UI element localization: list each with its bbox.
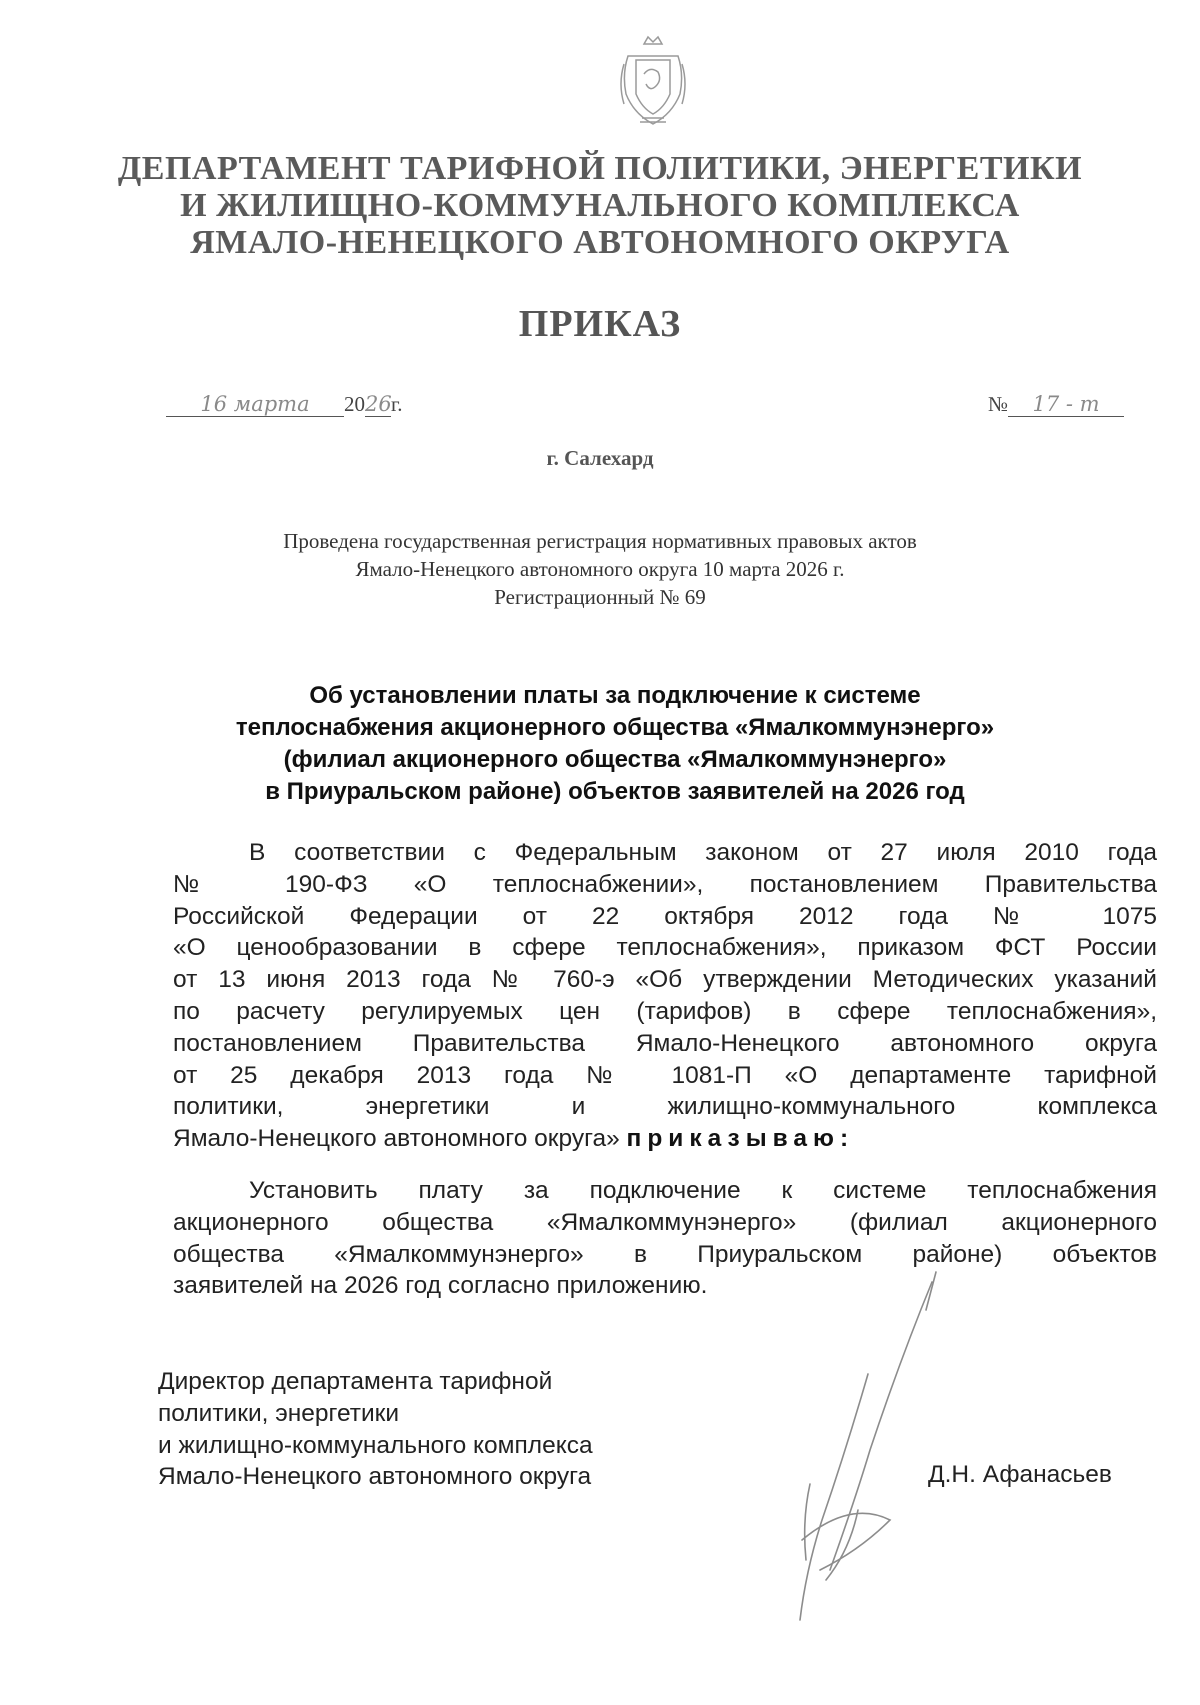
preamble-line: по расчету регулируемых цен (тарифов) в сфере теплоснабжения», — [173, 997, 1157, 1025]
department-line: И ЖИЛИЩНО-КОММУНАЛЬНОГО КОМПЛЕКСА — [180, 187, 1020, 224]
subject-line: в Приуральском районе) объектов заявителей на 2026 год — [265, 778, 965, 805]
date-year-prefix: 20 — [344, 392, 365, 416]
registration-line: Ямало-Ненецкого автономного округа 10 марта 2026 г. — [355, 557, 845, 581]
department-header — [100, 150, 1100, 261]
order-line: заявителей на 2026 год согласно приложению. — [173, 1272, 708, 1300]
subject-line: (филиал акционерного общества «Ямалкоммунэнерго» — [283, 746, 947, 773]
preamble-paragraph — [173, 837, 1157, 1155]
department-line: ДЕПАРТАМЕНТ ТАРИФНОЙ ПОЛИТИКИ, ЭНЕРГЕТИКИ — [117, 150, 1083, 187]
preamble-line: № 190-ФЗ «О теплоснабжении», постановлением Правительства — [173, 870, 1157, 898]
document-date — [166, 392, 403, 417]
document-title: ПРИКАЗ — [518, 303, 682, 345]
order-paragraph — [173, 1175, 1157, 1302]
preamble-line: Российской Федерации от 22 октября 2012 года № 1075 — [173, 902, 1157, 930]
subject-line: Об установлении платы за подключение к системе — [309, 682, 921, 709]
registration-note — [150, 527, 1050, 611]
signer-position-line: политики, энергетики — [158, 1399, 400, 1427]
subject-line: теплоснабжения акционерного общества «Ямалкоммунэнерго» — [235, 714, 995, 741]
signer-position-line: и жилищно-коммунального комплекса — [158, 1431, 593, 1459]
number-value: 17 - т — [1008, 392, 1124, 417]
signer-position-line: Директор департамента тарифной — [158, 1368, 553, 1395]
signer-position — [158, 1366, 593, 1493]
preamble-line: от 13 июня 2013 года № 760-э «Об утверждении Методических указаний — [173, 966, 1157, 994]
document-number — [988, 392, 1124, 417]
preamble-line: В соответствии с Федеральным законом от 27 июля 2010 года — [249, 839, 1157, 866]
date-year-suffix: 26 — [365, 392, 392, 416]
preamble-line: политики, энергетики и жилищно-коммунального комплекса — [173, 1093, 1157, 1121]
document-subject — [150, 680, 1080, 808]
registration-line: Регистрационный № 69 — [494, 585, 706, 609]
order-keyword: приказываю: — [626, 1125, 855, 1153]
preamble-line: «О ценообразовании в сфере теплоснабжения», приказом ФСТ России — [173, 934, 1157, 962]
handwritten-signature — [760, 1270, 950, 1640]
preamble-last-line — [173, 1123, 1157, 1155]
city: г. Салехард — [546, 446, 654, 470]
date-suffix: г. — [391, 392, 403, 416]
registration-line: Проведена государственная регистрация нормативных правовых актов — [283, 529, 917, 553]
date-day-month: 16 марта — [166, 392, 344, 417]
yanao-coat-of-arms-icon — [614, 34, 692, 130]
signer-name: Д.Н. Афанасьев — [928, 1461, 1112, 1488]
signer-position-line: Ямало-Ненецкого автономного округа — [158, 1463, 592, 1491]
department-line: ЯМАЛО-НЕНЕЦКОГО АВТОНОМНОГО ОКРУГА — [190, 224, 1010, 261]
preamble-line: от 25 декабря 2013 года № 1081-П «О департаменте тарифной — [173, 1061, 1157, 1089]
order-line: Установить плату за подключение к системе теплоснабжения — [249, 1177, 1157, 1204]
order-line: акционерного общества «Ямалкоммунэнерго» (филиал акционерного — [173, 1208, 1157, 1236]
preamble-line: постановлением Правительства Ямало-Ненецкого автономного округа — [173, 1029, 1157, 1057]
order-line: общества «Ямалкоммунэнерго» в Приуральском районе) объектов — [173, 1240, 1157, 1268]
preamble-line: Ямало-Ненецкого автономного округа» — [173, 1125, 620, 1153]
number-label: № — [988, 392, 1009, 416]
